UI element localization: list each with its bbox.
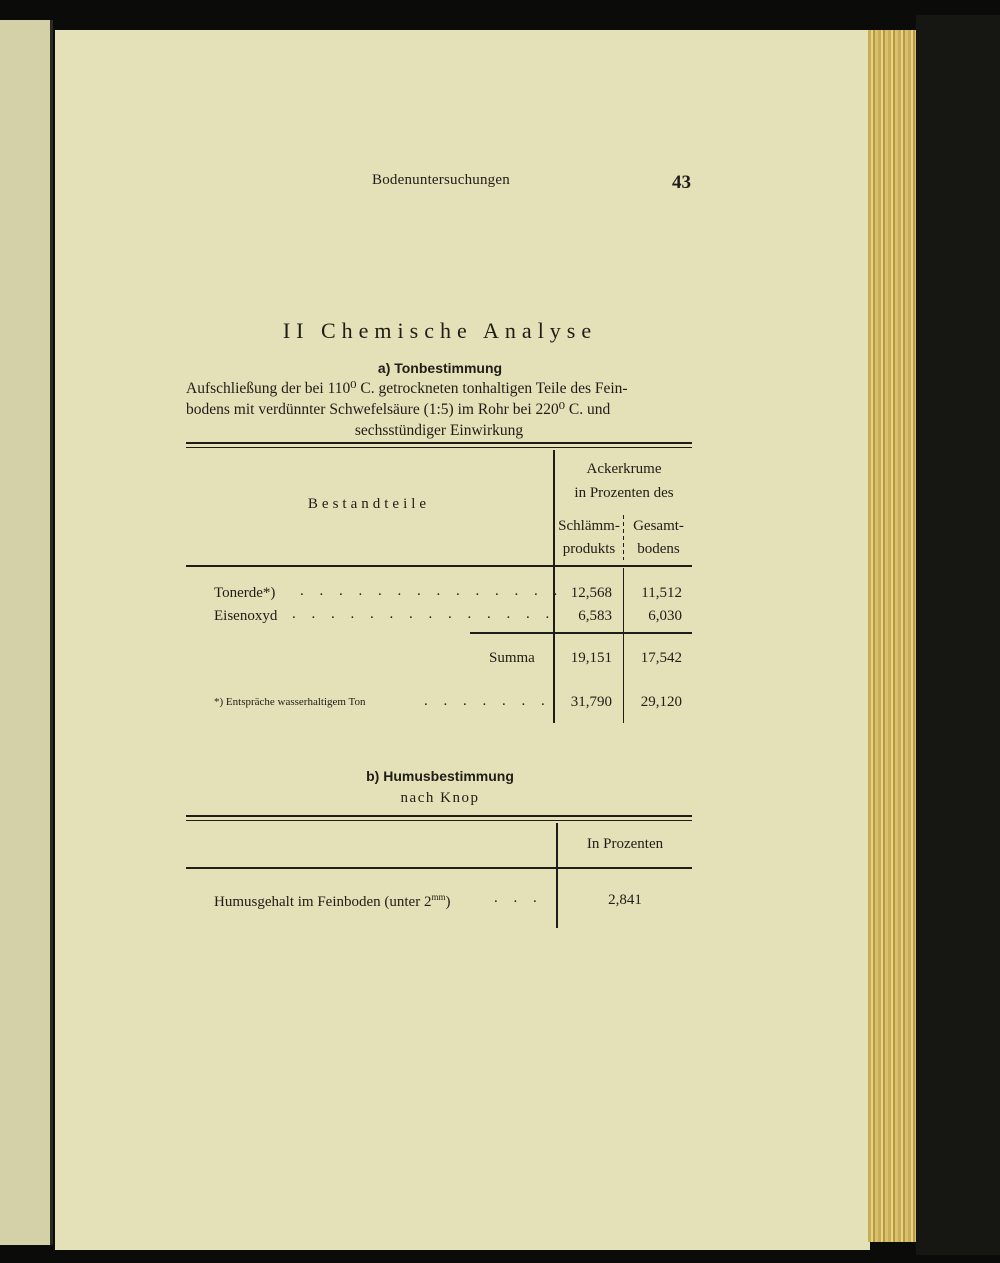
footnote-value: 31,790 <box>570 694 612 710</box>
header-rule <box>186 565 692 567</box>
part-a-description <box>186 378 692 441</box>
sum-value: 17,542 <box>640 650 682 666</box>
leader-dots: . . . . . . . . . . . . . . <box>292 606 556 622</box>
sub-column-divider <box>623 568 624 723</box>
previous-page-edge <box>0 20 53 1245</box>
page-edges <box>868 30 916 1242</box>
section-title: II Chemische Analyse <box>282 318 598 343</box>
sum-value: 19,151 <box>570 650 612 666</box>
part-b-heading: b) Humusbestimmung <box>366 768 514 784</box>
description-line: Aufschließung der bei 110⁰ C. getrockneten tonhaltigen Teile des Fein- <box>186 380 628 397</box>
row-label-tonerde: Tonerde*) <box>214 585 276 601</box>
sum-label: Summa <box>489 650 535 666</box>
leader-dots: . . . . . . . <box>424 693 551 709</box>
leader-dots: . . . <box>494 890 543 906</box>
group-header: in Prozenten des <box>574 485 674 501</box>
sub-column-header: produkts <box>562 541 616 557</box>
part-b-subheading: nach Knop <box>400 790 480 806</box>
sub-column-header: Gesamt- <box>633 518 684 534</box>
page-number: 43 <box>672 172 691 193</box>
humus-value: 2,841 <box>608 892 642 908</box>
column-header-prozenten: In Prozenten <box>586 836 664 852</box>
description-line: bodens mit verdünnter Schwefelsäure (1:5) im Rohr bei 220⁰ C. und <box>186 401 611 418</box>
book-cover <box>916 15 1000 1255</box>
value-cell: 11,512 <box>641 585 682 601</box>
table-top-rule <box>186 442 692 444</box>
table-top-rule <box>186 447 692 448</box>
row-label-eisenoxyd: Eisenoxyd <box>214 608 278 624</box>
book-page <box>55 30 870 1250</box>
table-top-rule <box>186 820 692 821</box>
column-header-bestandteile: Bestandteile <box>307 496 431 512</box>
table-top-rule <box>186 815 692 817</box>
header-rule <box>186 867 692 869</box>
value-cell: 12,568 <box>570 585 612 601</box>
group-header: Ackerkrume <box>586 461 662 477</box>
running-header: Bodenuntersuchungen <box>372 172 510 188</box>
footnote-value: 29,120 <box>640 694 682 710</box>
sub-column-header: bodens <box>637 541 680 557</box>
sub-column-header: Schlämm- <box>558 518 620 534</box>
leader-dots: . . . . . . . . . . . . . . <box>300 583 564 599</box>
footnote-label: *) Entspräche wasserhaltigem Ton <box>214 696 366 708</box>
part-a-heading: a) Tonbestimmung <box>377 360 503 376</box>
row-label-humusgehalt: Humusgehalt im Feinboden (unter $2^{mm}$) <box>214 892 451 910</box>
value-cell: 6,583 <box>578 608 612 624</box>
value-cell: 6,030 <box>648 608 682 624</box>
description-line: sechsstündiger Einwirkung <box>354 422 524 439</box>
sum-rule <box>470 632 692 634</box>
